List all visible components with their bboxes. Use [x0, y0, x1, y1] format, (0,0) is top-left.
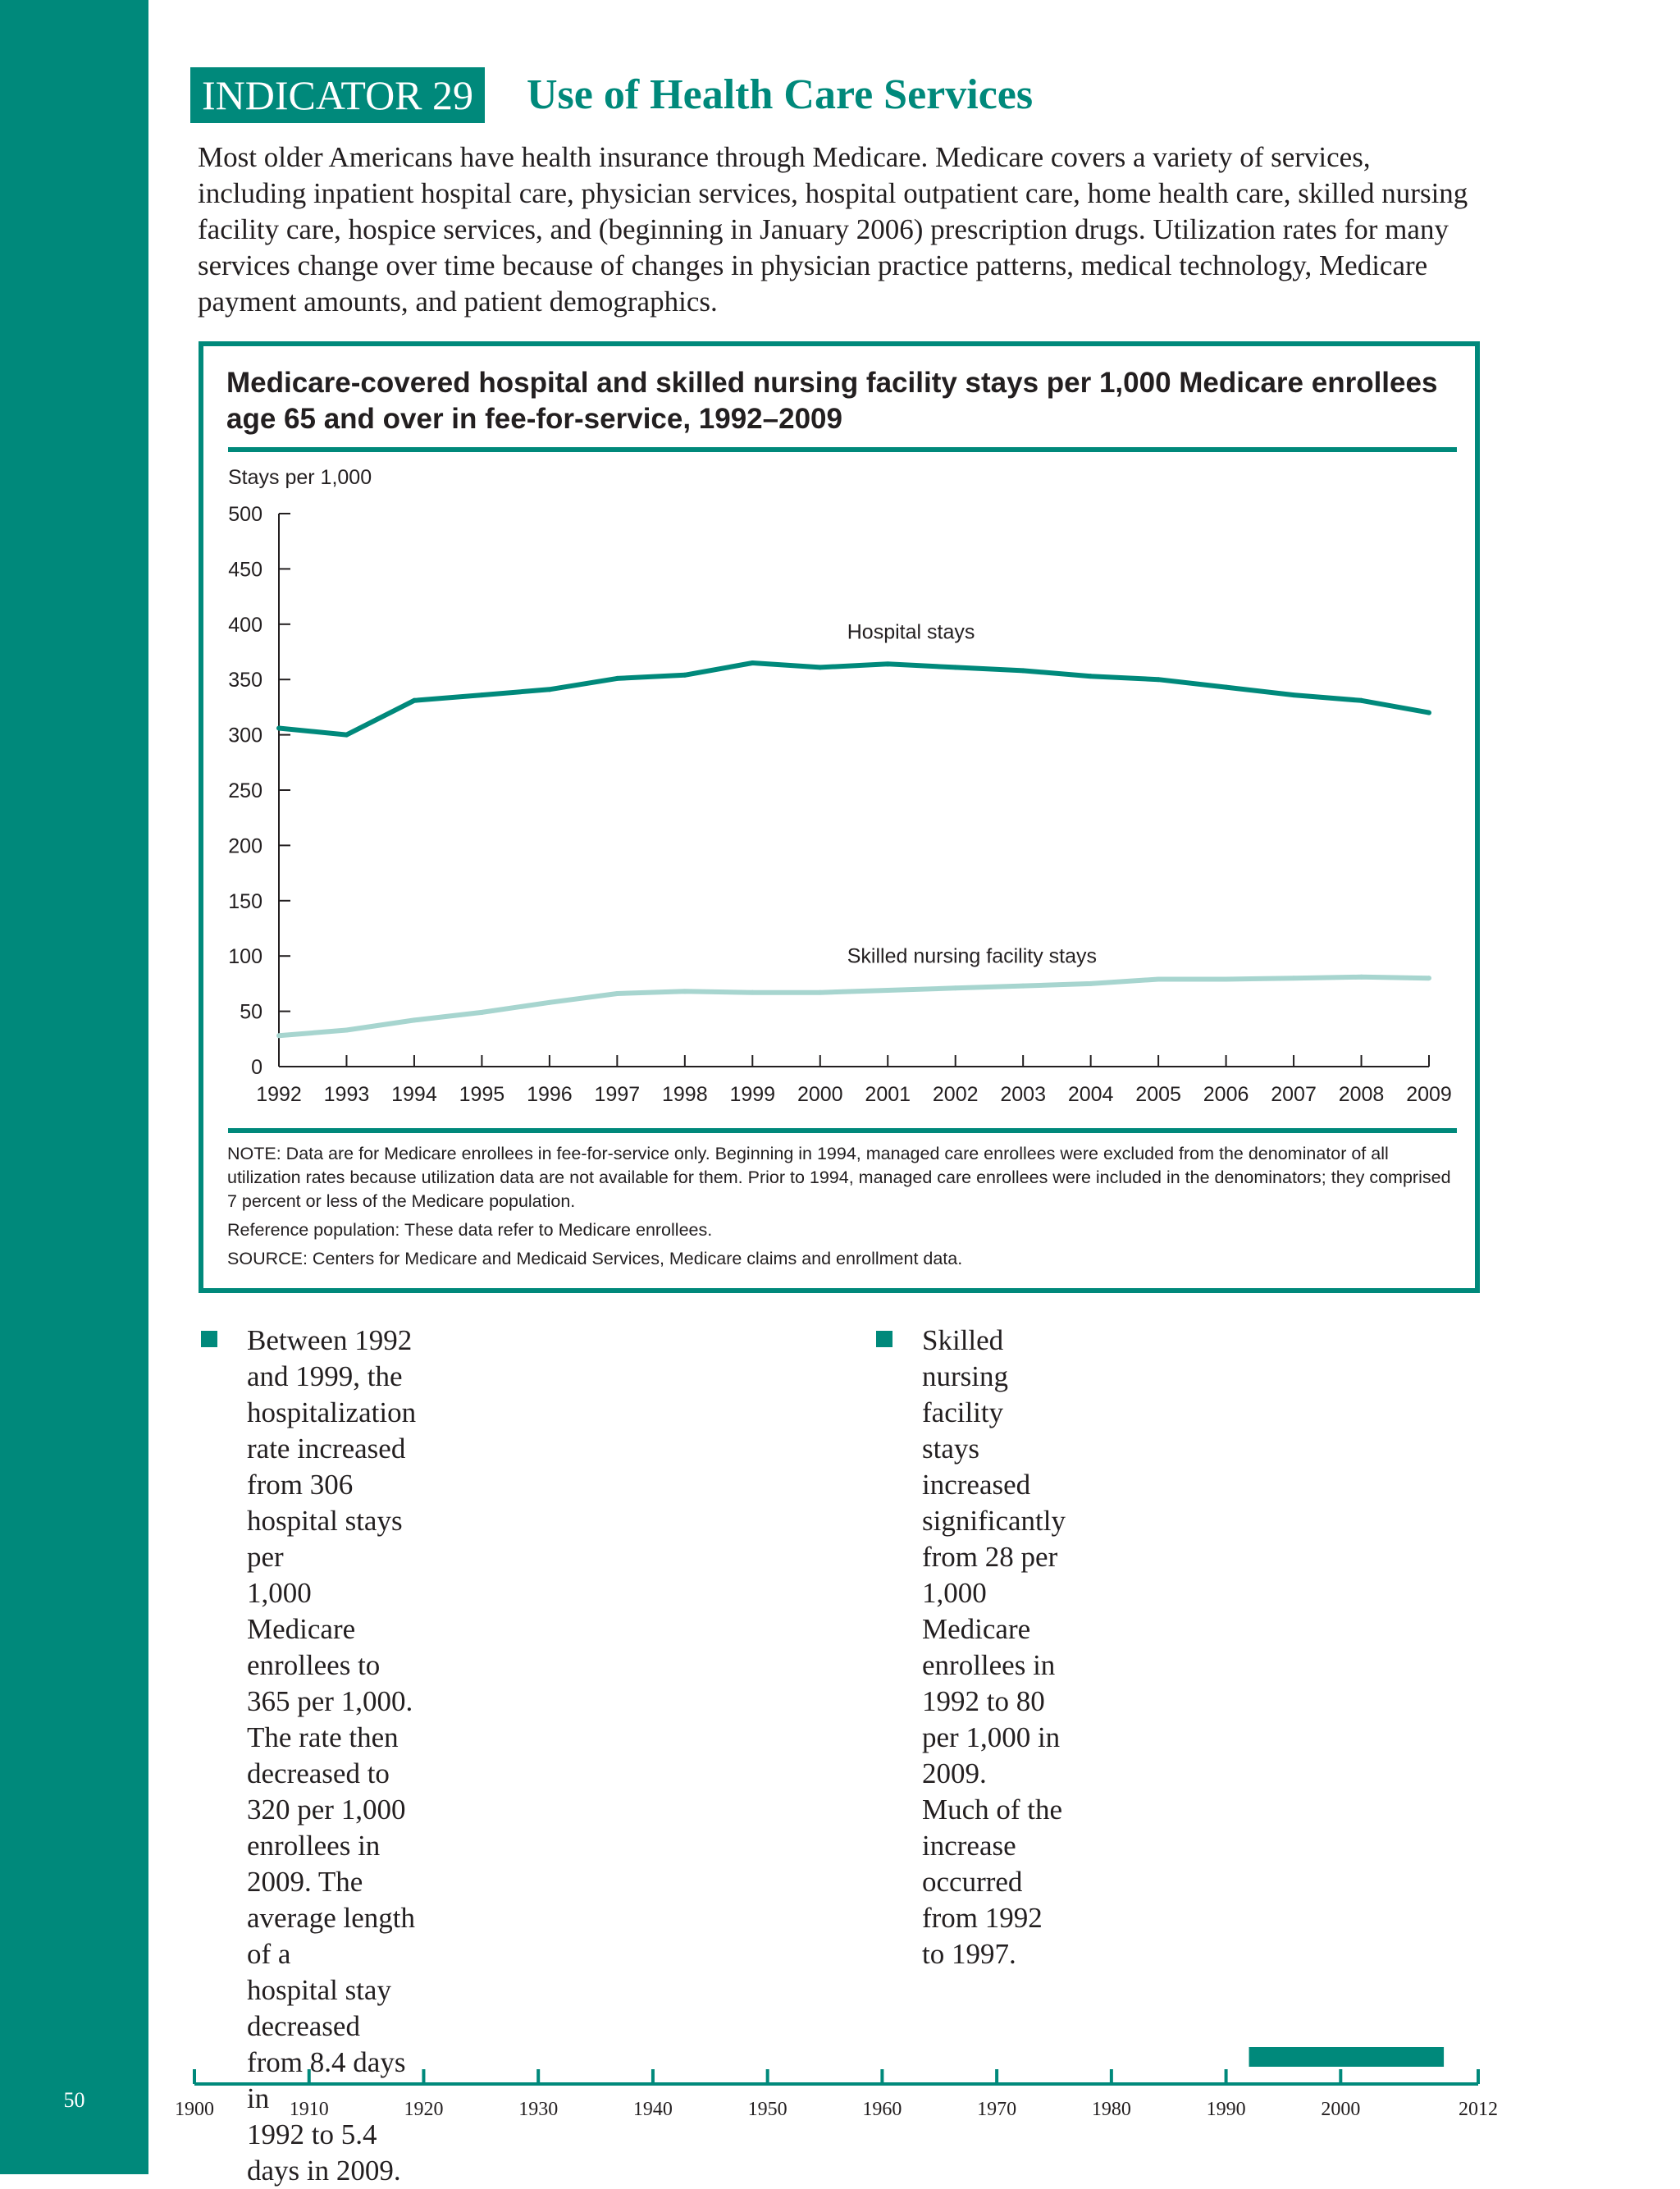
data-point — [614, 676, 619, 681]
timeline-label: 1920 — [404, 2099, 444, 2120]
x-tick-label: 2001 — [865, 1083, 911, 1106]
data-point — [1156, 677, 1161, 682]
data-point — [412, 698, 417, 703]
data-point — [547, 1000, 552, 1005]
data-point — [276, 726, 281, 731]
data-point — [276, 1033, 281, 1038]
source-text: SOURCE: Centers for Medicare and Medicaid Services, Medicare claims and enrollment data. — [227, 1249, 963, 1268]
series-label: Hospital stays — [847, 620, 975, 644]
x-tick-label: 2002 — [932, 1083, 979, 1106]
data-point — [1089, 674, 1093, 679]
series-line-hospital — [279, 663, 1429, 735]
x-tick-label: 1992 — [256, 1083, 302, 1106]
data-point — [1020, 984, 1025, 989]
page-number: 50 — [63, 2088, 85, 2112]
data-point — [344, 1028, 349, 1033]
y-tick-label: 450 — [228, 558, 262, 582]
data-point — [750, 660, 755, 665]
y-tick-label: 500 — [228, 503, 262, 526]
y-tick-label: 200 — [228, 834, 262, 858]
notes-rule — [228, 1128, 1457, 1133]
y-axis-label: Stays per 1,000 — [228, 466, 372, 489]
y-tick-label: 350 — [228, 669, 262, 692]
data-point — [953, 985, 958, 990]
page-title: Use of Health Care Services — [527, 71, 1034, 118]
data-point — [682, 989, 687, 994]
timeline-label: 1950 — [747, 2099, 788, 2120]
sidebar — [0, 0, 148, 2174]
y-tick-label: 100 — [228, 945, 262, 969]
x-tick-label: 2000 — [797, 1083, 843, 1106]
y-tick-label: 250 — [228, 779, 262, 802]
data-point — [1427, 976, 1431, 980]
x-tick-label: 2009 — [1406, 1083, 1452, 1106]
timeline-label: 1940 — [632, 2099, 673, 2120]
timeline-label: 1900 — [175, 2099, 214, 2120]
data-point — [344, 733, 349, 738]
data-point — [885, 988, 890, 993]
timeline-label: 2000 — [1321, 2099, 1361, 2120]
series-line-snf — [279, 977, 1429, 1036]
x-tick-label: 1995 — [459, 1083, 505, 1106]
chart-notes — [227, 1142, 1458, 1276]
data-point — [885, 661, 890, 666]
x-tick-label: 1996 — [527, 1083, 573, 1106]
note-text: NOTE: Data are for Medicare enrollees in fee-for-service only. Beginning in 1994, managed care enrollees were excluded from the denominator of all utilization rates because utilization data are not available for them. Prior to 1994, managed care enrollees were included in the denominators; they comprised 7 percent or less of the Medicare population. — [227, 1144, 1451, 1211]
timeline-label: 1980 — [1091, 2099, 1131, 2120]
y-tick-label: 150 — [228, 889, 262, 913]
x-tick-label: 1994 — [391, 1083, 437, 1106]
bullet-marker — [201, 1331, 217, 1347]
x-tick-label: 1993 — [323, 1083, 370, 1106]
data-point — [1089, 981, 1093, 986]
x-tick-label: 1998 — [662, 1083, 708, 1106]
x-tick-label: 1999 — [729, 1083, 776, 1106]
intro-paragraph: Most older Americans have health insurance through Medicare. Medicare covers a variety of services, including inpatient hospital care, physician services, hospital outpatient care, home health care, skilled nursing facility care, hospice services, and (beginning in January 2006) prescription drugs. Utilization rates for many services change over time because of changes in physician practice patterns, medical technology, Medicare payment amounts, and patient demographics. — [198, 141, 1468, 318]
data-point — [1291, 976, 1296, 980]
timeline-label: 1960 — [862, 2099, 902, 2120]
data-point — [1224, 977, 1229, 982]
x-tick-label: 2006 — [1203, 1083, 1249, 1106]
data-point — [818, 665, 823, 669]
data-point — [412, 1017, 417, 1022]
data-point — [1359, 698, 1364, 703]
timeline-label: 1990 — [1206, 2099, 1246, 2120]
timeline-label: 2012 — [1459, 2099, 1498, 2120]
x-tick-label: 2008 — [1338, 1083, 1385, 1106]
data-point — [1020, 668, 1025, 673]
chart-title-rule — [228, 447, 1457, 452]
y-tick-label: 0 — [251, 1056, 262, 1079]
data-point — [1291, 692, 1296, 697]
bullet-text: Skilled nursing facility stays increased significantly from 28 per 1,000 Medicare enrollees in 1992 to 80 per 1,000 in 2009. Much of the increase occurred from 1992 to 1997. — [922, 1324, 1066, 1970]
x-tick-label: 2005 — [1135, 1083, 1181, 1106]
data-point — [614, 991, 619, 996]
data-point — [750, 990, 755, 995]
timeline-label: 1910 — [289, 2099, 329, 2120]
timeline-label: 1930 — [518, 2099, 559, 2120]
line-chart — [205, 492, 1468, 1116]
data-point — [953, 665, 958, 669]
series-label: Skilled nursing facility stays — [847, 944, 1098, 968]
chart-title: Medicare-covered hospital and skilled nursing facility stays per 1,000 Medicare enrollees age 65 and over in fee-for-service, 1992–2009 — [226, 367, 1438, 435]
data-point — [479, 1010, 484, 1015]
data-point — [547, 687, 552, 692]
x-tick-label: 2004 — [1067, 1083, 1114, 1106]
timeline-label: 1970 — [977, 2099, 1017, 2120]
y-tick-label: 300 — [228, 724, 262, 747]
y-tick-label: 400 — [228, 613, 262, 637]
x-tick-label: 1997 — [594, 1083, 641, 1106]
bullet-text: Between 1992 and 1999, the hospitalization rate increased from 306 hospital stays per 1,000 Medicare enrollees to 365 per 1,000. The rate then decreased to 320 per 1,000 enrollees in 2009. The average length of a hospital stay decreased from 8.4 days in 1992 to 5.4 days in 2009. — [247, 1324, 417, 2187]
y-tick-label: 50 — [240, 1000, 262, 1024]
data-point — [479, 692, 484, 697]
data-point — [1224, 685, 1229, 690]
x-tick-label: 2003 — [1000, 1083, 1046, 1106]
x-tick-label: 2007 — [1271, 1083, 1317, 1106]
data-point — [1156, 977, 1161, 982]
data-point — [1359, 975, 1364, 980]
data-point — [818, 990, 823, 995]
bullet-marker — [876, 1331, 892, 1347]
indicator-badge: INDICATOR 29 — [190, 67, 485, 123]
data-point — [682, 673, 687, 678]
reference-text: Reference population: These data refer to Medicare enrollees. — [227, 1220, 713, 1240]
timeline-highlight — [1249, 2047, 1445, 2067]
data-point — [1427, 711, 1431, 715]
timeline — [0, 2043, 1680, 2133]
